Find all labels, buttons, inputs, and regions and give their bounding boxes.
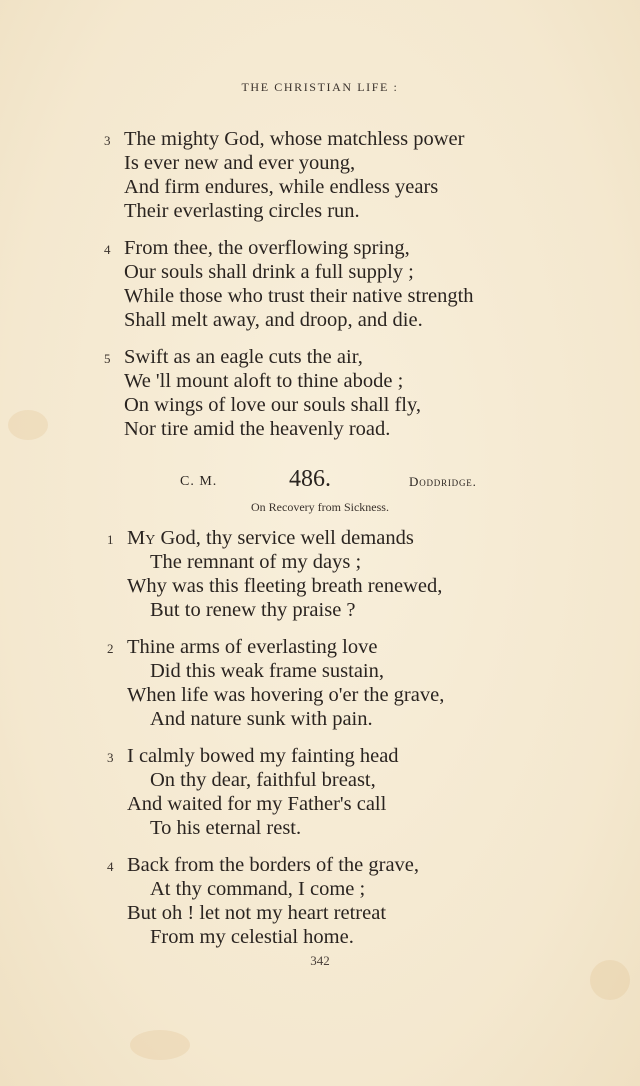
verse-line: While those who trust their native strength [124, 285, 474, 307]
verse-number: 4 [107, 859, 114, 874]
hymn-number: 486. [289, 466, 331, 492]
verse-line: And firm endures, while endless years [124, 176, 439, 198]
verse-line: We 'll mount aloft to thine abode ; [124, 370, 404, 392]
verse-line: Why was this fleeting breath renewed, [127, 575, 443, 597]
verse-line: I calmly bowed my fainting head [127, 745, 399, 767]
verse-line: Is ever new and ever young, [124, 152, 356, 174]
verse-number: 1 [107, 532, 114, 547]
verse-line: On wings of love our souls shall fly, [124, 394, 422, 416]
verse-line-rest: God, thy service well demands [155, 527, 414, 549]
verse-line: At thy command, I come ; [150, 878, 366, 900]
verse-line: When life was hovering o'er the grave, [127, 684, 445, 706]
verse-line: The mighty God, whose matchless power [124, 128, 465, 150]
verse-line: On thy dear, faithful breast, [150, 769, 376, 791]
verse-line: The remnant of my days ; [150, 551, 362, 573]
hymn-meter: C. M. [180, 474, 218, 489]
verse-line: Did this weak frame sustain, [150, 660, 384, 682]
page-number: 342 [310, 953, 330, 968]
verse-line: Nor tire amid the heavenly road. [124, 418, 391, 440]
verse-line: Thine arms of everlasting love [127, 636, 378, 658]
verse-line: From my celestial home. [150, 926, 354, 948]
hymn-author: Doddridge. [409, 474, 477, 489]
verse-number: 3 [104, 133, 111, 148]
paper-stain [130, 1030, 190, 1060]
small-caps-word: My [127, 527, 156, 549]
verse-number: 5 [104, 351, 111, 366]
verse-line: And nature sunk with pain. [150, 708, 373, 730]
verse-line: Our souls shall drink a full supply ; [124, 261, 414, 283]
verse-line: To his eternal rest. [150, 817, 302, 839]
verse-line: But to renew thy praise ? [150, 599, 356, 621]
verse-line: Their everlasting circles run. [124, 200, 360, 222]
verse-number: 4 [104, 242, 111, 257]
hymn-subtitle: On Recovery from Sickness. [251, 500, 389, 514]
verse-line: And waited for my Father's call [127, 793, 387, 815]
verse-number: 3 [107, 750, 114, 765]
verse-number: 2 [107, 641, 114, 656]
verse-line: Swift as an eagle cuts the air, [124, 346, 363, 368]
running-head: THE CHRISTIAN LIFE : [241, 80, 399, 94]
verse-line: Shall melt away, and droop, and die. [124, 309, 423, 331]
verse-line: Back from the borders of the grave, [127, 854, 420, 876]
paper-stain [8, 410, 48, 440]
verse-line: From thee, the overflowing spring, [124, 237, 410, 259]
verse-line: But oh ! let not my heart retreat [127, 902, 387, 924]
verse-line [127, 526, 414, 550]
